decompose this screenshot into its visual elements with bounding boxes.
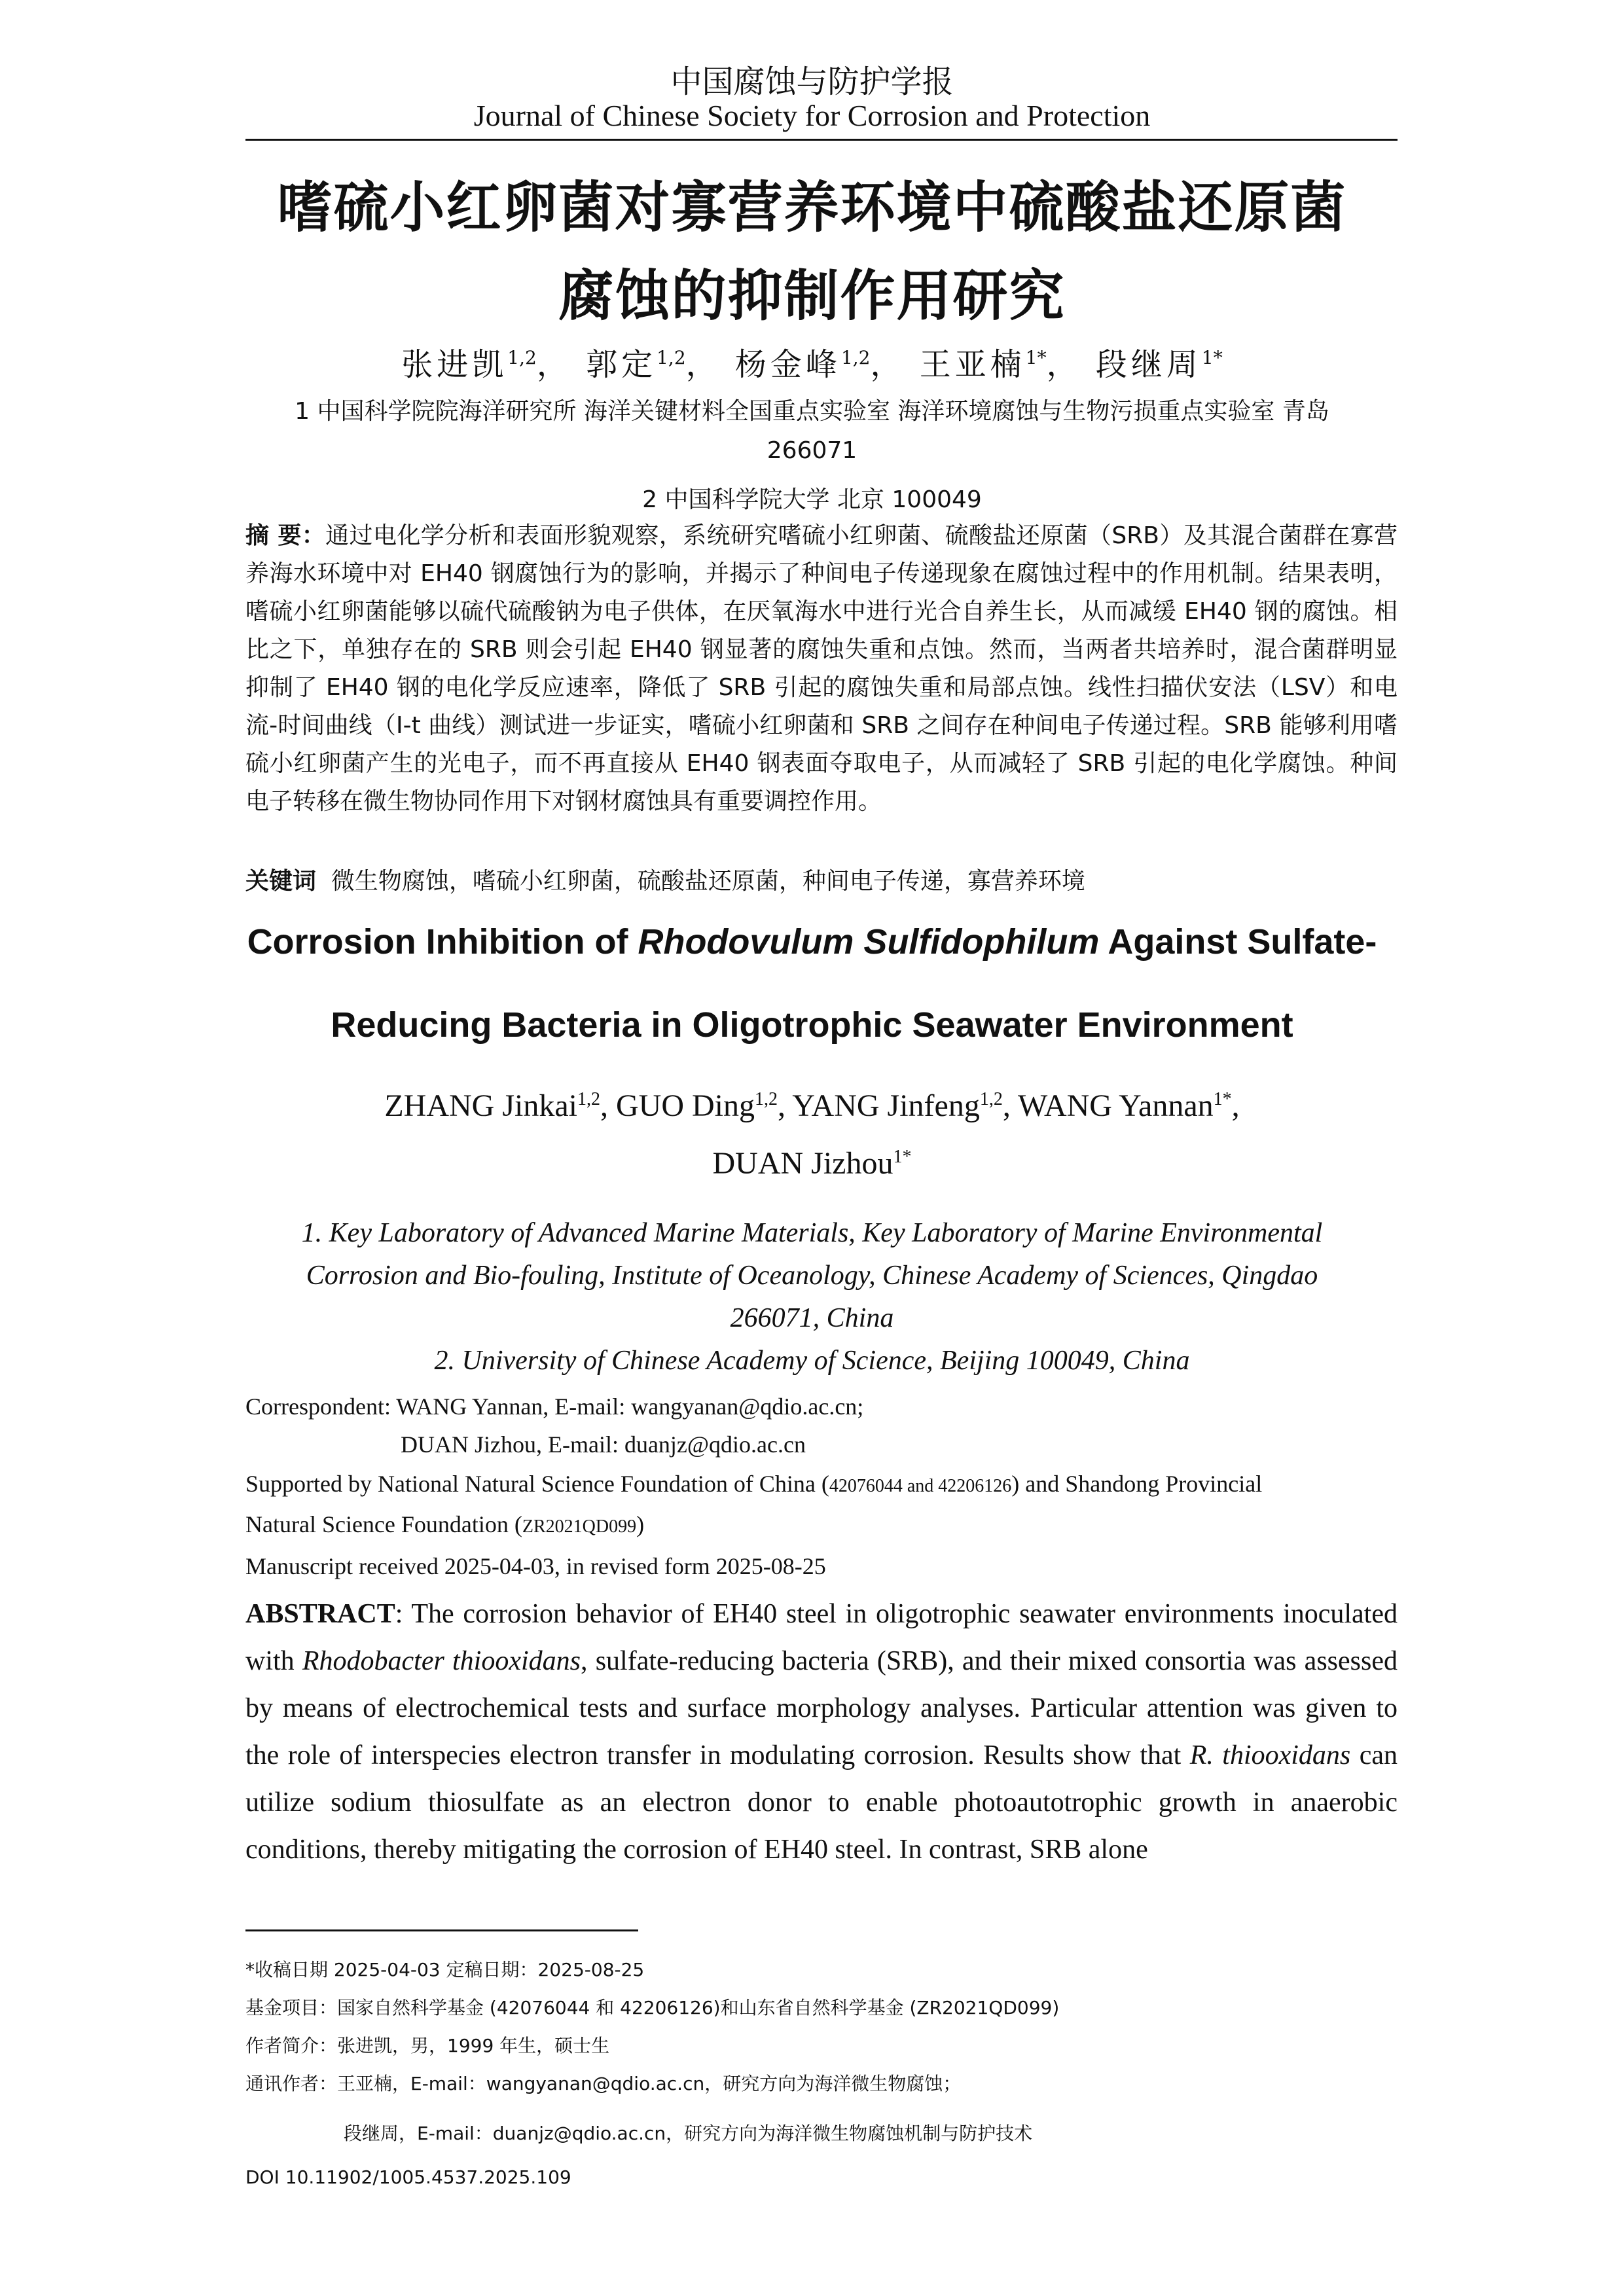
- author-sup: 1,2: [840, 347, 871, 368]
- abstract-cn: [245, 517, 1398, 821]
- title-en-species: Rhodovulum Sulfidophilum: [638, 922, 1100, 961]
- journal-name-cn: 中国腐蚀与防护学报: [670, 63, 954, 100]
- title-en-pre: Corrosion Inhibition of: [247, 922, 638, 961]
- title-en-line2: Reducing Bacteria in Oligotrophic Seawater Environment: [331, 1005, 1293, 1045]
- title-cn-line1: 嗜硫小红卵菌对寡营养环境中硫酸盐还原菌: [277, 175, 1347, 240]
- journal-name-en: Journal of Chinese Society for Corrosion and Protection: [473, 99, 1151, 132]
- footnote-received: *收稿日期 2025-04-03 定稿日期：2025-08-25: [245, 1959, 645, 1981]
- author-en: DUAN Jizhou: [712, 1146, 893, 1181]
- author-en: ZHANG Jinkai: [384, 1088, 577, 1123]
- abstract-cn-label: 摘 要：: [245, 522, 326, 549]
- title-en-line1: [0, 922, 1624, 962]
- affiliation-en-line1: 1. Key Laboratory of Advanced Marine Materials, Key Laboratory of Marine Environmental: [301, 1218, 1323, 1248]
- author-sup: 1*: [1201, 347, 1223, 368]
- author-sep: ，: [870, 346, 906, 383]
- correspondent: Correspondent: WANG Yannan, E-mail: wangyanan@qdio.ac.cn;: [245, 1393, 864, 1420]
- support2-grant: ZR2021QD099: [522, 1516, 637, 1537]
- abstract-en-text: can utilize sodium thiosulfate as an electron donor to enable photoautotrophic growth in anaerobic conditions, thereby mitigating the corrosion of EH40 steel. In contrast, SRB alone: [245, 1740, 1398, 1865]
- keywords-cn: [245, 863, 1085, 896]
- affiliation-cn-1: 1 中国科学院院海洋研究所 海洋关键材料全国重点实验室 海洋环境腐蚀与生物污损重点实验室 青岛: [295, 398, 1329, 425]
- abstract-en-species: Rhodobacter thiooxidans: [302, 1646, 581, 1676]
- author-en: , GUO Ding: [600, 1088, 755, 1123]
- support2-post: ): [636, 1511, 645, 1537]
- abstract-en: [245, 1590, 1398, 1873]
- author-cn: 张进凯: [401, 346, 508, 383]
- support-line2: [245, 1511, 644, 1538]
- header-divider: [245, 139, 1398, 141]
- footnote-divider: [245, 1929, 638, 1931]
- affiliation-cn-1-zip: 266071: [767, 437, 857, 464]
- author-sup: 1,2: [507, 347, 537, 368]
- footnote-fund: 基金项目：国家自然科学基金 (42076044 和 42206126)和山东省自然科学基金 (ZR2021QD099): [245, 1997, 1060, 2018]
- authors-en-line2: [0, 1145, 1624, 1181]
- abstract-en-species: R. thiooxidans: [1189, 1740, 1351, 1770]
- authors-en-line1: [0, 1088, 1624, 1124]
- author-cn: 杨金峰: [734, 346, 841, 383]
- affiliation-en-line4: 2. University of Chinese Academy of Science, Beijing 100049, China: [434, 1346, 1190, 1376]
- author-en: , YANG Jinfeng: [777, 1088, 980, 1123]
- author-en-sup: 1,2: [979, 1089, 1003, 1109]
- abstract-cn-text: 通过电化学分析和表面形貌观察，系统研究嗜硫小红卵菌、硫酸盐还原菌（SRB）及其混合菌群在寡营养海水环境中对 EH40 钢腐蚀行为的影响，并揭示了种间电子传递现象在腐蚀过程中的作用机制。结果表明，嗜硫小红卵菌能够以硫代硫酸钠为电子供体，在厌氧海水中进行光合自养生长，从而减缓 EH40 钢的腐蚀。相比之下，单独存在的 SRB 则会引起 EH40 钢显著的腐蚀失重和点蚀。然而，当两者共培养时，混合菌群明显抑制了 EH40 钢的电化学反应速率，降低了 SRB 引起的腐蚀失重和局部点蚀。线性扫描伏安法（LSV）和电流-时间曲线（I-t 曲线）测试进一步证实，嗜硫小红卵菌和 SRB 之间存在种间电子传递过程。SRB 能够利用嗜硫小红卵菌产生的光电子，而不再直接从 EH40 钢表面夺取电子，从而减轻了 SRB 引起的电化学腐蚀。种间电子转移在微生物协同作用下对钢材腐蚀具有重要调控作用。: [245, 522, 1398, 815]
- author-en: , WANG Yannan: [1002, 1088, 1214, 1123]
- author-en-sep: ,: [1231, 1088, 1240, 1123]
- keywords-cn-text: 微生物腐蚀，嗜硫小红卵菌，硫酸盐还原菌，种间电子传递，寡营养环境: [331, 868, 1085, 895]
- support-post: ) and Shandong Provincial: [1011, 1471, 1263, 1497]
- footnote-corr1: 通讯作者：王亚楠，E-mail：wangyanan@qdio.ac.cn，研究方向为海洋微生物腐蚀；: [245, 2073, 962, 2094]
- support2-pre: Natural Science Foundation (: [245, 1511, 522, 1537]
- affiliation-en-line2: Corrosion and Bio-fouling, Institute of Oceanology, Chinese Academy of Sciences, Qingdao: [306, 1261, 1318, 1291]
- manuscript-received: Manuscript received 2025-04-03, in revised form 2025-08-25: [245, 1553, 826, 1579]
- footnote-author: 作者简介：张进凯，男，1999 年生，硕士生: [245, 2035, 610, 2056]
- correspondent-2: DUAN Jizhou, E-mail: duanjz@qdio.ac.cn: [401, 1431, 806, 1458]
- title-cn-line2: 腐蚀的抑制作用研究: [558, 264, 1066, 328]
- support-pre: Supported by National Natural Science Foundation of China (: [245, 1471, 829, 1497]
- support-line1: [245, 1470, 1262, 1498]
- abstract-en-text: : The corrosion behavior of EH40 steel in oligotrophic seawater environments inoculated with: [245, 1599, 1398, 1676]
- author-cn: 郭定: [586, 346, 657, 383]
- author-cn: 段继周: [1095, 346, 1202, 383]
- affiliation-cn-2: 2 中国科学院大学 北京 100049: [642, 486, 982, 513]
- support-grants: 42076044 and 42206126: [829, 1476, 1012, 1496]
- doi: DOI 10.11902/1005.4537.2025.109: [245, 2166, 571, 2188]
- author-sep: ，: [1046, 346, 1082, 383]
- author-en-sup: 1,2: [577, 1089, 600, 1109]
- author-sup: 1,2: [657, 347, 686, 368]
- author-sep: ，: [536, 346, 572, 383]
- author-en-sup: 1,2: [754, 1089, 778, 1109]
- footnote-corr2: 段继周，E-mail：duanjz@qdio.ac.cn，研究方向为海洋微生物腐蚀机制与防护技术: [344, 2123, 1033, 2144]
- affiliation-en-line3: 266071, China: [730, 1303, 894, 1333]
- title-en-post: Against Sulfate-: [1099, 922, 1377, 961]
- authors-cn: [0, 339, 1624, 384]
- author-en-sup: 1*: [1213, 1089, 1232, 1109]
- abstract-en-text: , sulfate-reducing bacteria (SRB), and their mixed consortia was assessed by means of electrochemical tests and surface morphology analyses. Particular attention was given to the role of interspecies electron transfer in modulating corrosion. Results show that: [245, 1646, 1398, 1770]
- author-en-sup: 1*: [893, 1147, 912, 1167]
- keywords-cn-label: 关键词: [245, 868, 317, 895]
- author-sep: ，: [685, 346, 721, 383]
- author-cn: 王亚楠: [919, 346, 1026, 383]
- abstract-en-label: ABSTRACT: [245, 1599, 395, 1629]
- author-sup: 1*: [1025, 347, 1047, 368]
